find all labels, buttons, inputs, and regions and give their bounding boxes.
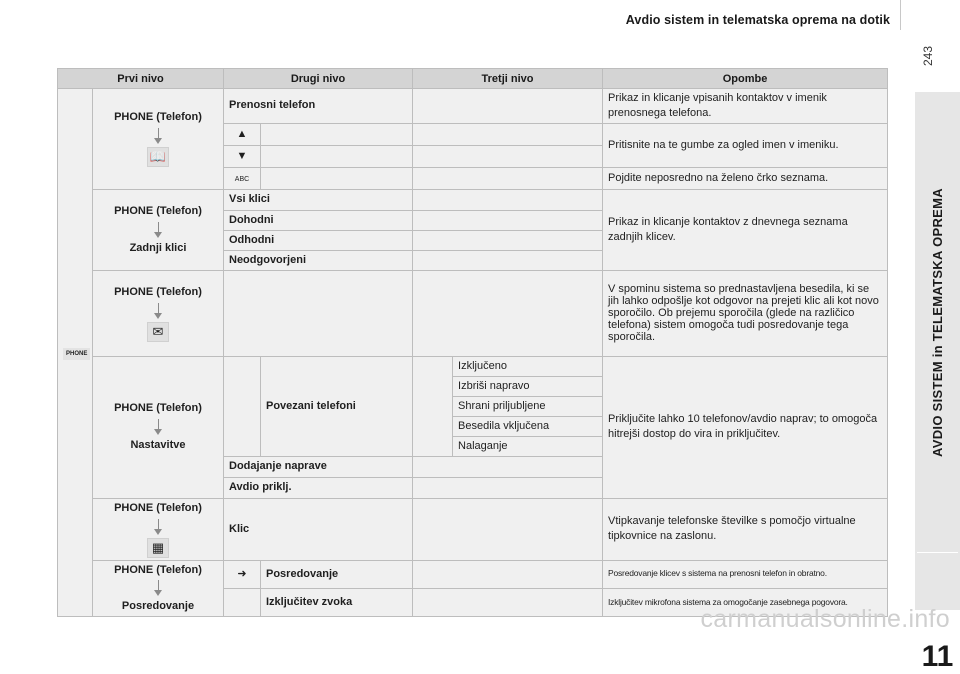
note-keypad: Vtipkavanje telefonske številke s pomočjo virtualne tipkovnice na zaslonu.: [603, 498, 888, 560]
list-item: Neodgovorjeni: [224, 250, 413, 270]
list-item: Vsi klici: [224, 189, 413, 210]
empty-cell: [413, 210, 603, 230]
level3-connected-phones: Povezani telefoni: [261, 356, 413, 456]
list-item: Nalaganje: [453, 436, 603, 456]
level2-contacts-cell: [93, 89, 224, 190]
column-header-notes: Opombe: [603, 69, 888, 89]
empty-cell: [413, 189, 603, 210]
list-item: Izbriši napravo: [453, 376, 603, 396]
page-number-text: 243: [921, 45, 935, 67]
level3-portable-phone: Prenosni telefon: [224, 89, 413, 124]
list-item: Shrani priljubljene: [453, 396, 603, 416]
empty-cell: [413, 89, 603, 124]
empty-cell: [261, 123, 413, 145]
empty-cell: [413, 456, 603, 477]
empty-cell: [261, 167, 413, 189]
level3-call: Klic: [224, 498, 413, 560]
table-row: [58, 356, 888, 376]
table-header-row: [58, 69, 888, 89]
note-calls: Prikaz in klicanje kontaktov z dnevnega seznama zadnjih klicev.: [603, 189, 888, 270]
note-settings: Priključite lahko 10 telefonov/avdio naprav; to omogoča hitrejši dostop do vira in priključitev.: [603, 356, 888, 498]
level2-keypad-cell: [93, 498, 224, 560]
empty-cell: [413, 250, 603, 270]
recent-calls-label: Zadnji klici: [129, 241, 187, 254]
empty-cell: [224, 270, 413, 356]
envelope-icon: ✉: [147, 322, 169, 342]
scroll-up-icon: ▲: [224, 123, 261, 145]
empty-cell: [413, 230, 603, 250]
note-forwarding: Posredovanje klicev s sistema na prenosni telefon in obratno.: [603, 560, 888, 588]
empty-cell: [413, 588, 603, 616]
arrow-down-icon: [98, 419, 218, 435]
empty-cell: [413, 123, 603, 145]
note-contacts: Prikaz in klicanje vpisanih kontaktov v imenik prenosnega telefona.: [603, 89, 888, 124]
settings-label: Nastavitve: [130, 439, 186, 452]
scroll-down-icon: ▼: [224, 145, 261, 167]
arrow-down-icon: [98, 128, 218, 144]
list-item: Avdio priklj.: [224, 477, 413, 498]
abc-icon: [224, 167, 261, 189]
list-item: Odhodni: [224, 230, 413, 250]
empty-cell: [261, 145, 413, 167]
note-scroll: Pritisnite na te gumbe za ogled imen v imeniku.: [603, 123, 888, 167]
arrow-down-icon: [98, 519, 218, 535]
column-header-level3: Tretji nivo: [413, 69, 603, 89]
column-header-level2: Drugi nivo: [224, 69, 413, 89]
chapter-number: 11: [921, 640, 954, 673]
page-number: [913, 38, 943, 74]
chapter-title: [915, 92, 960, 552]
table-row: [58, 498, 888, 560]
phone-label: PHONE (Telefon): [114, 204, 202, 217]
phone-label: PHONE (Telefon): [114, 563, 202, 576]
phone-label: PHONE (Telefon): [114, 111, 202, 124]
keypad-icon: ▦: [147, 538, 169, 558]
phone-label: PHONE (Telefon): [114, 402, 202, 415]
chapter-side-tab: [915, 92, 960, 673]
arrow-down-icon: [98, 580, 218, 596]
note-abc: Pojdite neposredno na želeno črko seznama.: [603, 167, 888, 189]
empty-cell: [224, 356, 261, 456]
column-header-level1: Prvi nivo: [58, 69, 224, 89]
empty-cell: [413, 477, 603, 498]
empty-cell: [413, 498, 603, 560]
forwarding-label: Posredovanje: [121, 600, 195, 613]
note-messages: V spominu sistema so prednastavljena besedila, ki se jih lahko odpošlje kot odgovor na prejeti klic ali kot novo sporočilo. Ob prejemu sporočila (glede na različico telefona) sistem omogoča tudi posredovanje tega sporočila.: [603, 270, 888, 356]
header-divider: [900, 0, 901, 30]
forward-call-icon: ➜: [224, 560, 261, 588]
level3-mute: Izključitev zvoka: [261, 588, 413, 616]
empty-cell: [413, 356, 453, 456]
empty-cell: [413, 145, 603, 167]
empty-cell: [413, 270, 603, 356]
table-row: [58, 89, 888, 124]
contacts-book-icon: 📖: [147, 147, 169, 167]
level3-forwarding: Posredovanje: [261, 560, 413, 588]
empty-cell: [224, 588, 261, 616]
chapter-tab-divider: [917, 552, 958, 553]
empty-cell: [413, 167, 603, 189]
phone-icon: PHONE: [63, 348, 90, 360]
note-mute: Izključitev mikrofona sistema za omogočanje zasebnega pogovora.: [603, 588, 888, 616]
list-item: Izključeno: [453, 356, 603, 376]
list-item: Dohodni: [224, 210, 413, 230]
arrow-down-icon: [98, 222, 218, 238]
menu-structure-table: [57, 68, 888, 617]
chapter-title-text: AVDIO SISTEM in TELEMATSKA OPREMA: [930, 187, 946, 457]
empty-cell: [413, 560, 603, 588]
level2-messages-cell: [93, 270, 224, 356]
phone-label: PHONE (Telefon): [114, 285, 202, 298]
level2-calls-cell: [93, 189, 224, 270]
table-row: [58, 560, 888, 588]
level2-forward-cell: [93, 560, 224, 617]
level2-settings-cell: [93, 356, 224, 498]
phone-label: PHONE (Telefon): [114, 501, 202, 514]
table-row: [58, 270, 888, 356]
page-header-title: Avdio sistem in telematska oprema na dotik: [625, 13, 890, 27]
list-item: Besedila vključena: [453, 416, 603, 436]
list-item: Dodajanje naprave: [224, 456, 413, 477]
watermark-text: carmanualsonline.info: [700, 605, 950, 633]
table-row: [58, 189, 888, 210]
abc-icon-label: ABC: [234, 175, 250, 183]
arrow-down-icon: [98, 303, 218, 319]
level1-cell: [58, 89, 93, 617]
